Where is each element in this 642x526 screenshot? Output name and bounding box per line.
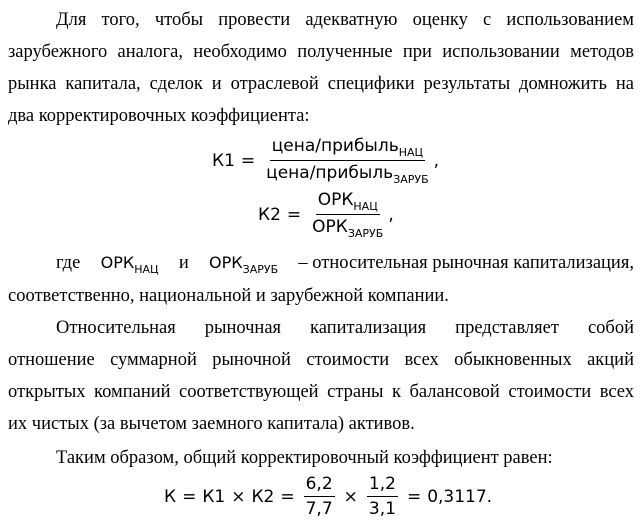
paragraph2-line1: Относительная рыночная капитализация представляет собой — [56, 318, 634, 338]
formula-k1-fraction — [264, 136, 431, 185]
formula-k1-denominator: цена/прибыль$_{ЗАРУБ}$ — [266, 163, 429, 186]
formula-k-equals-2: = — [280, 486, 295, 507]
formula-k1-equals: = — [240, 150, 256, 171]
formula-k1 — [212, 136, 439, 185]
formula-k1-lhs: К1 — [212, 150, 235, 171]
paragraph1-line4: два корректировочных коэффициента: — [8, 106, 310, 126]
fraction-2-denominator: 3,1 — [368, 499, 396, 519]
where-ork-zarub: $ОРК_{ЗАРУБ}$ — [209, 253, 279, 276]
where-definition: – относительная рыночная капитализация, — [298, 253, 634, 273]
formula-k-fraction-2 — [367, 474, 398, 519]
formula-k-total — [164, 474, 492, 519]
formula-k-times-1: × — [231, 486, 246, 507]
paragraph1-line1: Для того, чтобы провести адекватную оценку с использованием — [56, 10, 634, 30]
formula-k-equals-3: = — [406, 486, 422, 507]
formula-k2-fraction — [310, 190, 385, 239]
formula-k2 — [258, 190, 394, 239]
paragraph2-line3: открытых компаний соответствующей страны к балансовой стоимости всех — [8, 382, 634, 402]
paragraph2-line4: их чистых (за вычетом заемного капитала) активов. — [8, 414, 415, 434]
formula-k-times-2: × — [343, 486, 358, 507]
where-line2: соответственно, национальной и зарубежной компании. — [8, 286, 449, 306]
formula-k-result: 0,3117. — [427, 486, 493, 507]
paragraph1-line3: рынка капитала, сделок и отраслевой специфики результаты домножить на — [8, 74, 634, 94]
formula-k2-denominator: $ОРК_{ЗАРУБ}$ — [312, 217, 384, 240]
formula-k-k2: К2 — [251, 486, 275, 507]
fraction-2-numerator: 1,2 — [367, 474, 398, 497]
formula-k2-numerator: $ОРК_{НАЦ}$ — [317, 190, 378, 213]
formula-k-lhs: К — [164, 486, 177, 507]
formula-k1-comma: , — [433, 150, 440, 171]
where-and: и — [178, 253, 189, 273]
formula-k2-comma: , — [388, 204, 394, 225]
formula-k2-equals: = — [286, 204, 302, 225]
formula-k-k1: К1 — [202, 486, 226, 507]
fraction-1-denominator: 7,7 — [305, 499, 333, 519]
where-prefix: где — [56, 253, 81, 273]
paragraph3-line1: Таким образом, общий корректировочный коэффициент равен: — [56, 448, 553, 468]
where-ork-nac: $ОРК_{НАЦ}$ — [100, 253, 159, 276]
formula-k2-lhs: К2 — [258, 204, 281, 225]
paragraph1-line2: зарубежного аналога, необходимо полученные при использовании методов — [8, 42, 634, 62]
formula-k-fraction-1 — [304, 474, 335, 519]
fraction-1-numerator: 6,2 — [304, 474, 335, 497]
formula-k-equals-1: = — [182, 486, 197, 507]
where-line1 — [56, 248, 634, 278]
paragraph2-line2: отношение суммарной рыночной стоимости всех обыкновенных акций — [8, 350, 634, 370]
formula-k1-numerator: цена/прибыль$_{НАЦ}$ — [271, 136, 424, 159]
